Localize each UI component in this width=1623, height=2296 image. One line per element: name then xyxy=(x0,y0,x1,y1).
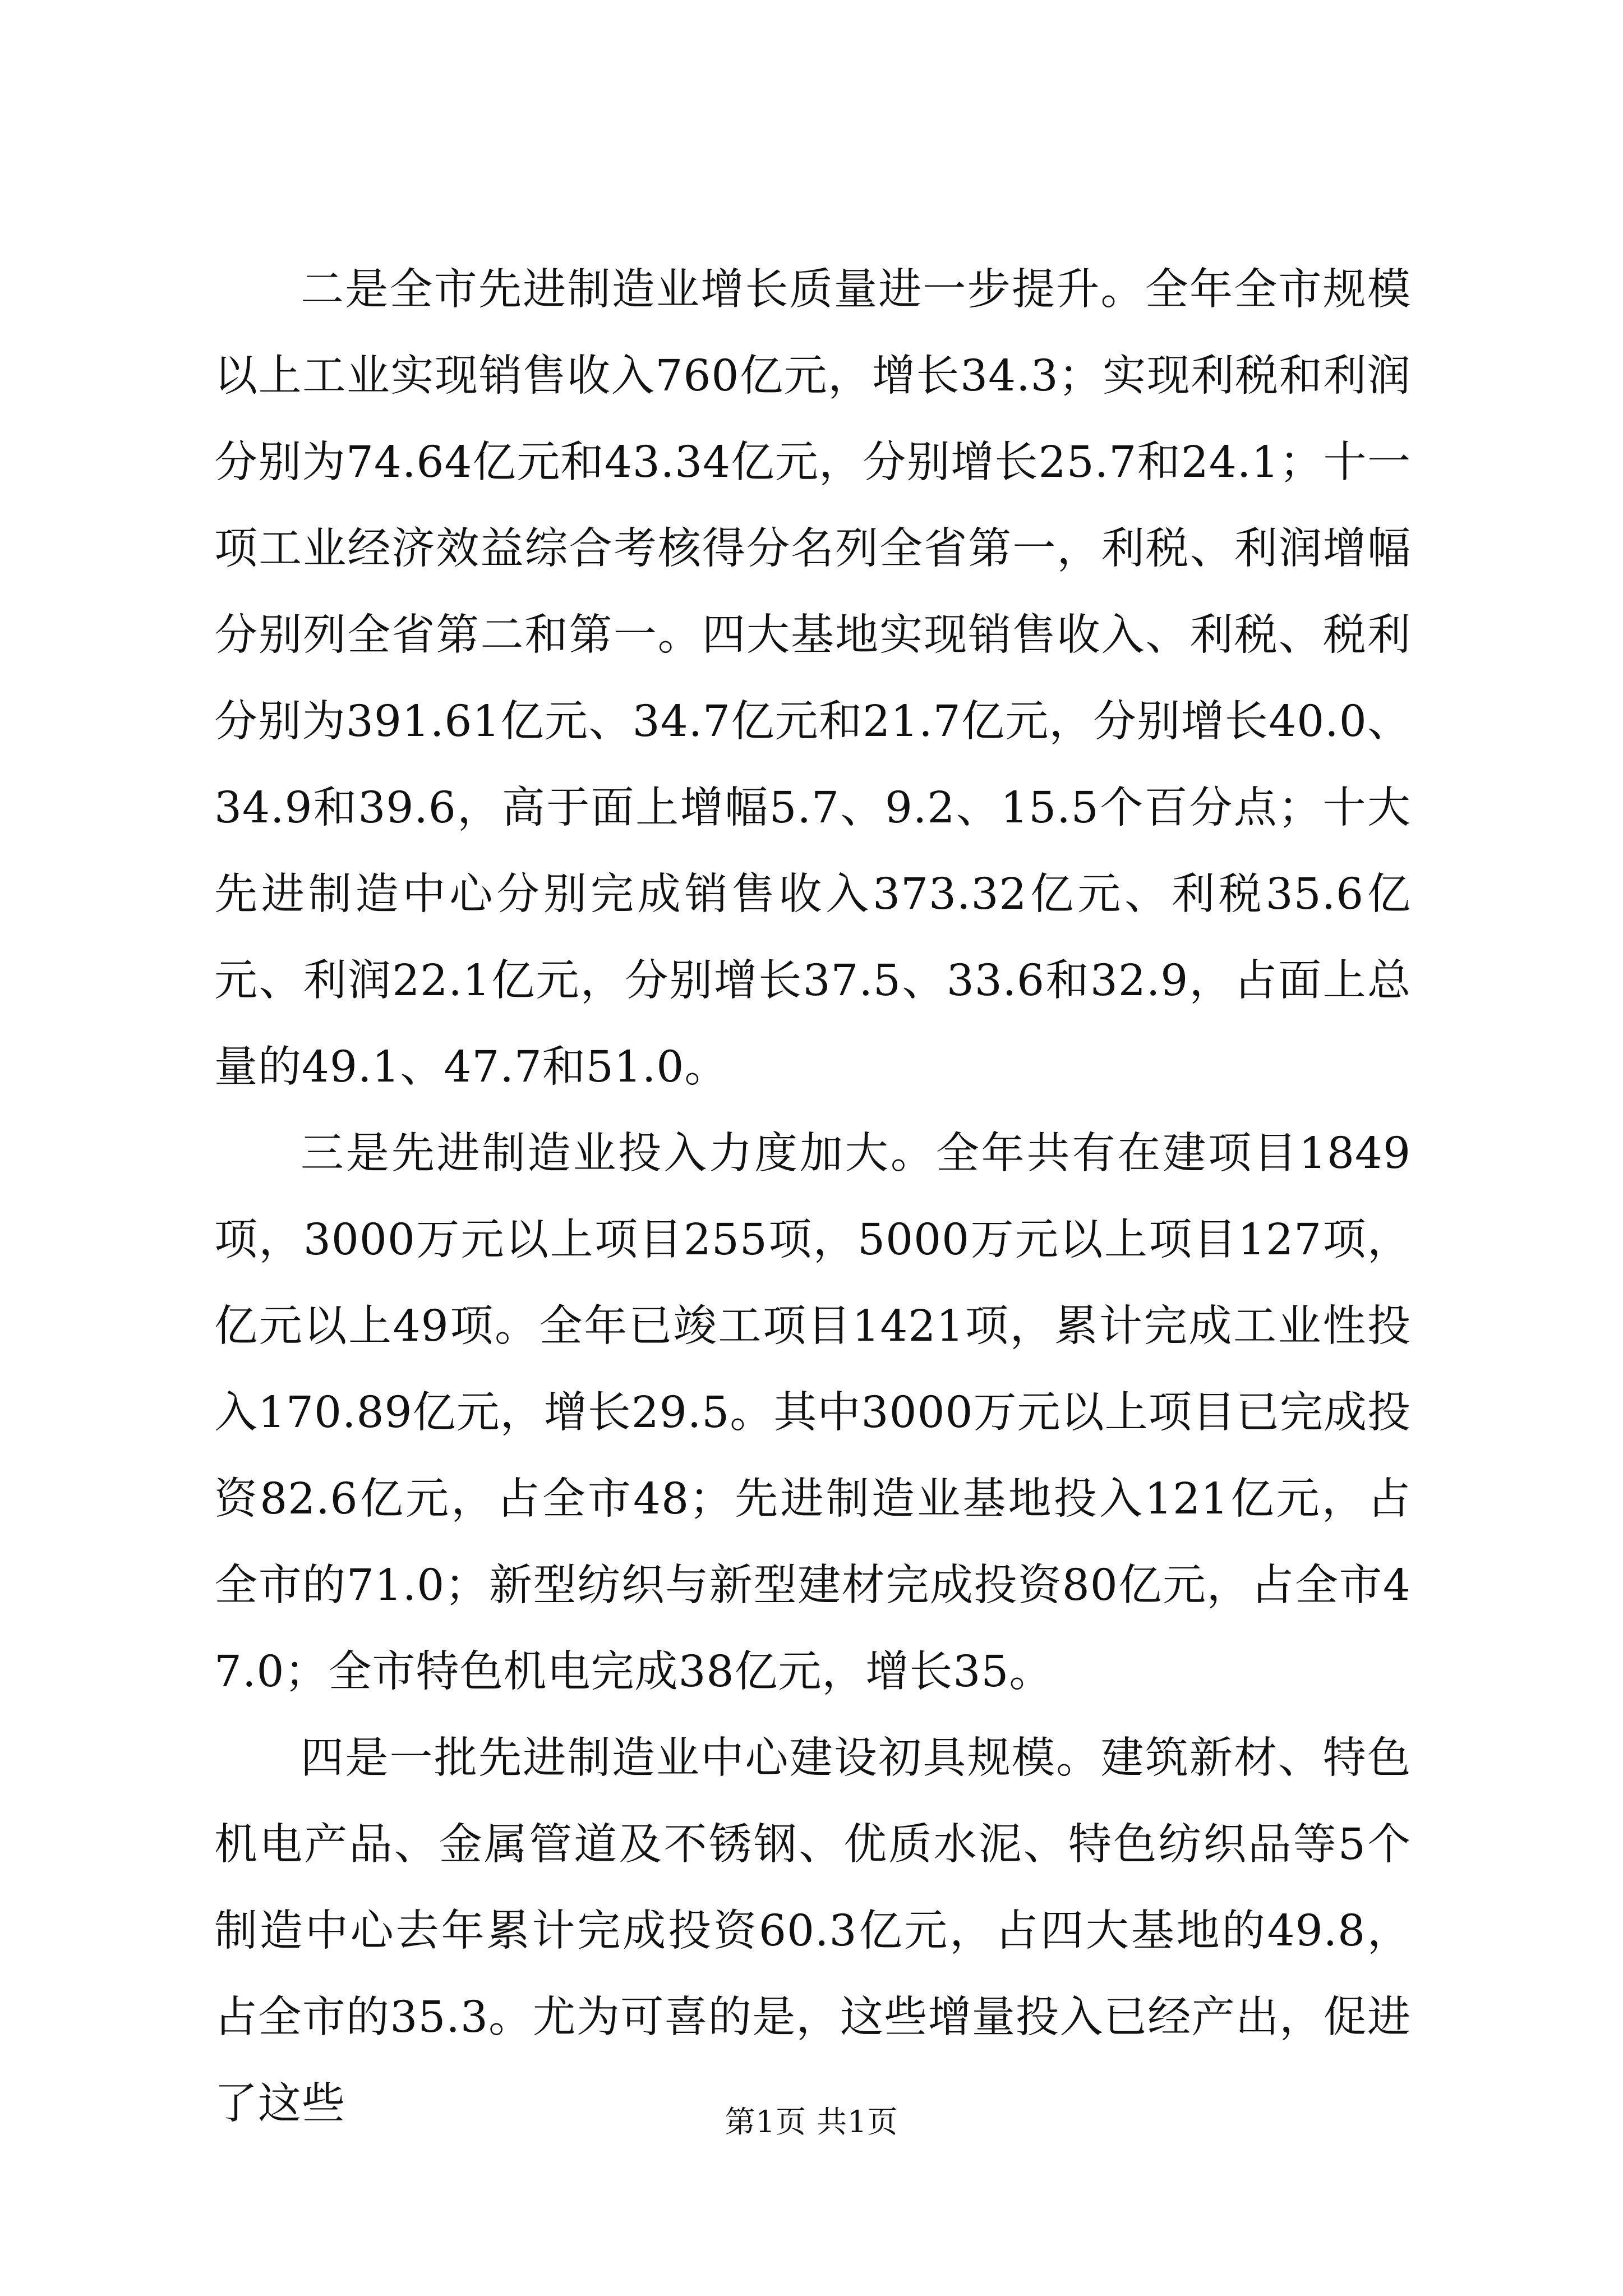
paragraph-growth-quality: 二是全市先进制造业增长质量进一步提升。全年全市规模以上工业实现销售收入760亿元，增长34.3；实现利税和利润分别为74.64亿元和43.34亿元，分别增长25.7和24.1；十一项工业经济效益综合考核得分名列全省第一，利税、利润增幅分别列全省第二和第一。四大基地实现销售收入、利税、税利分别为391.61亿元、34.7亿元和21.7亿元，分别增长40.0、34.9和39.6，高于面上增幅5.7、9.2、15.5个百分点；十大先进制造中心分别完成销售收入373.32亿元、利税35.6亿元、利润22.1亿元，分别增长37.5、33.6和32.9，占面上总量的49.1、47.7和51.0。 xyxy=(214,265,1411,1092)
document-body xyxy=(214,247,1411,2147)
paragraph-investment: 三是先进制造业投入力度加大。全年共有在建项目1849项，3000万元以上项目255项，5000万元以上项目127项，亿元以上49项。全年已竣工项目1421项，累计完成工业性投入170.89亿元，增长29.5。其中3000万元以上项目已完成投资82.6亿元，占全市48；先进制造业基地投入121亿元，占全市的71.0；新型纺织与新型建材完成投资80亿元，占全市47.0；全市特色机电完成38亿元，增长35。 xyxy=(214,1129,1411,1697)
page-footer: 第1页 共1页 xyxy=(725,2104,898,2139)
paragraph-manufacturing-centers: 四是一批先进制造业中心建设初具规模。建筑新材、特色机电产品、金属管道及不锈钢、优质水泥、特色纺织品等5个制造中心去年累计完成投资60.3亿元，占四大基地的49.8，占全市的35.3。尤为可喜的是，这些增量投入已经产出，促进了这些 xyxy=(214,1733,1411,2129)
